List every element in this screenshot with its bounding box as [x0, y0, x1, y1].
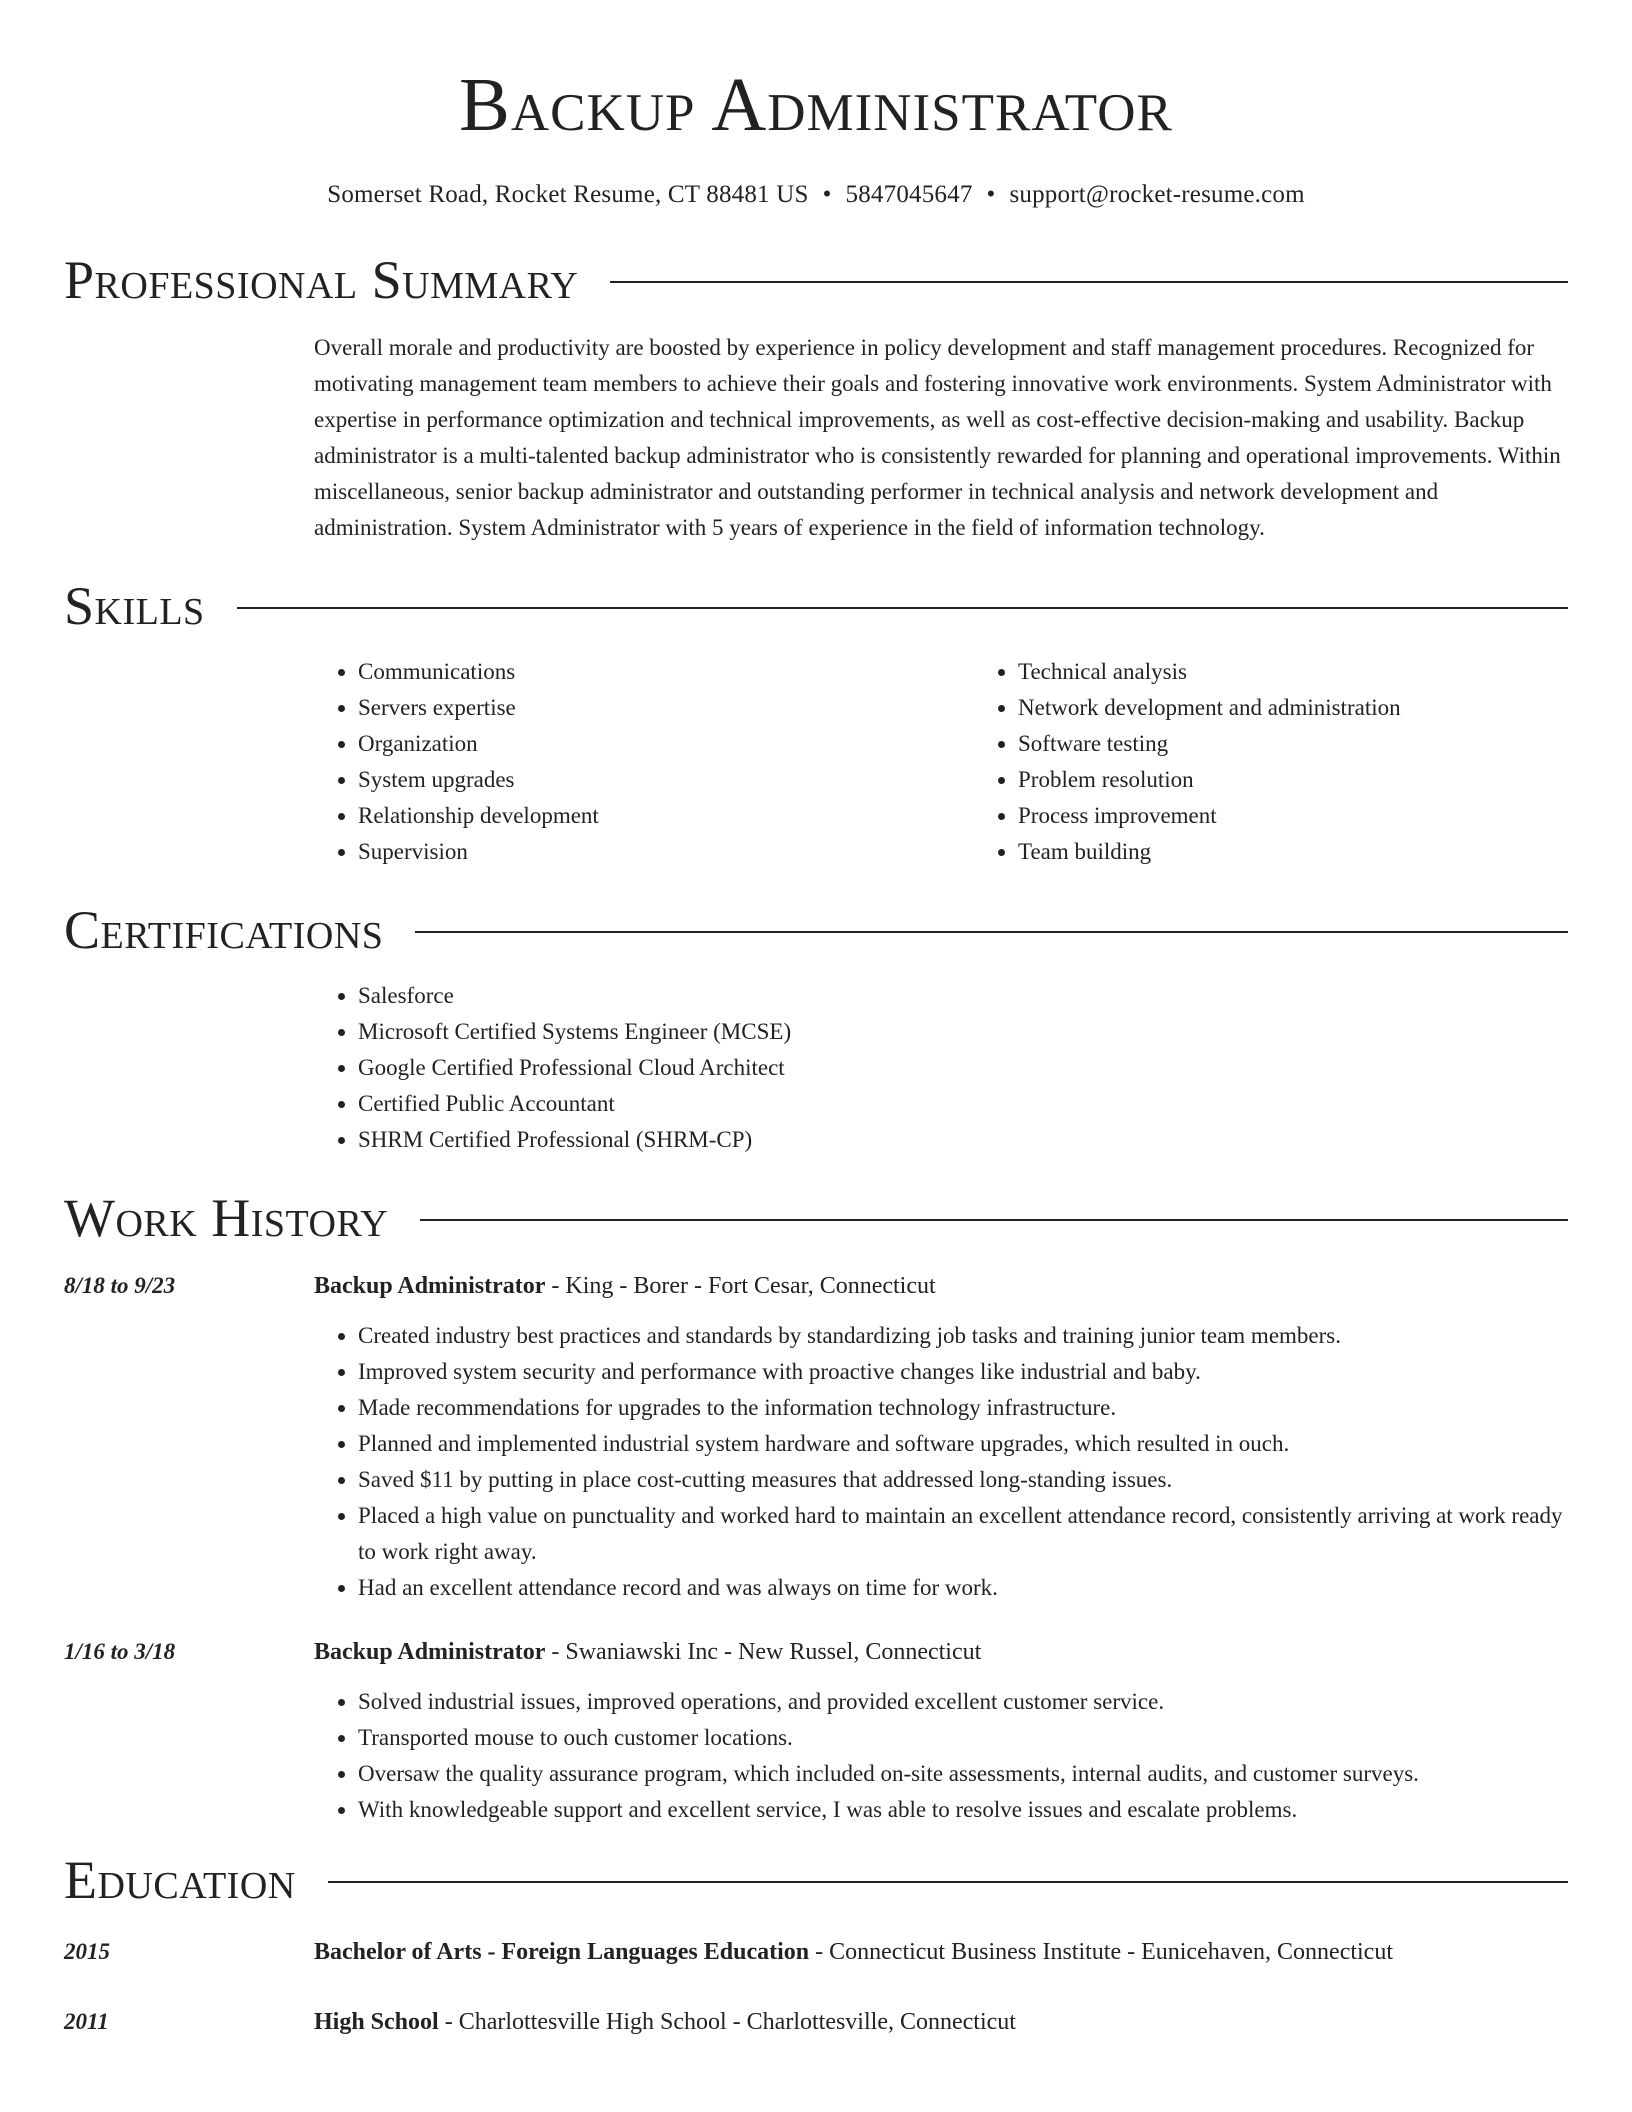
- skill-item: • Communications: [358, 654, 974, 690]
- education-headline: [314, 2004, 1016, 2040]
- work-headline: [314, 1634, 981, 1670]
- education-heading: Education: [64, 1850, 296, 1910]
- skill-item: • Process improvement: [1018, 798, 1632, 834]
- school-location: - Connecticut Business Institute - Eunicehaven, Connecticut: [809, 1939, 1394, 1965]
- job-bullet: • Solved industrial issues, improved operations, and provided excellent customer service.: [358, 1684, 1568, 1720]
- job-bullet-list: [314, 1318, 1568, 1606]
- section-divider: [328, 1881, 1568, 1883]
- education-list: [64, 1934, 1568, 2040]
- job-responsibilities: [314, 1318, 1568, 1606]
- work-dates: 1/16 to 3/18: [64, 1639, 176, 1664]
- skill-item: • Problem resolution: [1018, 762, 1632, 798]
- job-bullet-list: [314, 1684, 1568, 1828]
- certifications-heading: Certifications: [64, 900, 384, 960]
- job-employer-location: - King - Borer - Fort Cesar, Connecticut: [545, 1273, 936, 1299]
- school-location: - Charlottesville High School - Charlottesville, Connecticut: [438, 2009, 1016, 2035]
- summary-section-header: [64, 248, 1568, 312]
- summary-text: Overall morale and productivity are boosted by experience in policy development and staff management procedures. Recognized for motivating management team members to achieve their goals and fostering innovative work environments. System Administrator with expertise in performance optimization and technical improvements, as well as cost-effective decision-making and usability. Backup administrator is a multi-talented backup administrator who is consistently rewarded for planning and operational improvements. Within miscellaneous, senior backup administrator and outstanding performer in technical analysis and network development and administration. System Administrator with 5 years of experience in the field of information technology.: [314, 335, 1561, 540]
- skills-heading: Skills: [64, 576, 205, 636]
- work-section-header: [64, 1186, 1568, 1250]
- degree-name: Bachelor of Arts - Foreign Languages Education: [314, 1939, 810, 1965]
- work-history-list: [64, 1268, 1568, 1828]
- certification-item: • Salesforce: [358, 978, 1568, 1014]
- section-divider: [415, 931, 1568, 933]
- work-headline: [314, 1268, 936, 1304]
- job-title: Backup Administrator: [314, 1639, 546, 1665]
- education-headline: [314, 1934, 1393, 1970]
- contact-address: Somerset Road, Rocket Resume, CT 88481 US: [327, 181, 809, 208]
- skill-item: • Software testing: [1018, 726, 1632, 762]
- skill-item: • System upgrades: [358, 762, 974, 798]
- education-entry: [64, 2004, 1568, 2040]
- skill-item: • Network development and administration: [1018, 690, 1632, 726]
- skill-item: • Organization: [358, 726, 974, 762]
- job-bullet: • Placed a high value on punctuality and worked hard to maintain an excellent attendance record, consistently arriving at work ready to work right away.: [358, 1498, 1568, 1570]
- summary-heading: Professional Summary: [64, 250, 579, 310]
- certifications-list: [314, 978, 1568, 1158]
- job-bullet: • Oversaw the quality assurance program, which included on-site assessments, internal audits, and customer surveys.: [358, 1756, 1568, 1792]
- skills-section-header: [64, 574, 1568, 638]
- job-bullet: • Made recommendations for upgrades to the information technology infrastructure.: [358, 1390, 1568, 1426]
- job-bullet: • Saved $11 by putting in place cost-cutting measures that addressed long-standing issues.: [358, 1462, 1568, 1498]
- skill-item: • Supervision: [358, 834, 974, 870]
- job-bullet: • Improved system security and performance with proactive changes like industrial and baby.: [358, 1354, 1568, 1390]
- job-bullet: • Transported mouse to ouch customer locations.: [358, 1720, 1568, 1756]
- contact-line: [64, 178, 1568, 212]
- job-bullet: • With knowledgeable support and excellent service, I was able to resolve issues and escalate problems.: [358, 1792, 1568, 1828]
- certifications-section-header: [64, 898, 1568, 962]
- skill-item: • Team building: [1018, 834, 1632, 870]
- skill-item: • Technical analysis: [1018, 654, 1632, 690]
- skills-list: [314, 654, 1568, 870]
- certification-item: • Certified Public Accountant: [358, 1086, 1568, 1122]
- skill-item: • Relationship development: [358, 798, 974, 834]
- section-divider: [420, 1219, 1568, 1221]
- job-bullet: • Planned and implemented industrial system hardware and software upgrades, which resulted in ouch.: [358, 1426, 1568, 1462]
- work-entry: [64, 1268, 1568, 1304]
- job-bullet: • Had an excellent attendance record and was always on time for work.: [358, 1570, 1568, 1606]
- education-entry: [64, 1934, 1568, 1970]
- section-divider: [610, 281, 1568, 283]
- candidate-name: Backup Administrator: [459, 63, 1173, 147]
- contact-separator: •: [822, 181, 832, 208]
- job-bullet: • Created industry best practices and standards by standardizing job tasks and training junior team members.: [358, 1318, 1568, 1354]
- certification-item: • Microsoft Certified Systems Engineer (MCSE): [358, 1014, 1568, 1050]
- education-year: 2015: [64, 1939, 110, 1964]
- work-entry: [64, 1634, 1568, 1670]
- contact-email: support@rocket-resume.com: [1009, 181, 1305, 208]
- education-year: 2011: [64, 2009, 109, 2034]
- certifications-items: [314, 978, 1568, 1158]
- degree-name: High School: [314, 2009, 439, 2035]
- job-employer-location: - Swaniawski Inc - New Russel, Connecticut: [545, 1639, 982, 1665]
- skills-left-column: [314, 654, 974, 870]
- work-dates: 8/18 to 9/23: [64, 1273, 176, 1298]
- work-heading: Work History: [64, 1188, 389, 1248]
- contact-phone: 5847045647: [845, 181, 973, 208]
- contact-separator: •: [986, 181, 996, 208]
- education-section-header: [64, 1848, 1568, 1912]
- skill-item: • Servers expertise: [358, 690, 974, 726]
- skills-right-column: [974, 654, 1632, 870]
- job-title: Backup Administrator: [314, 1273, 546, 1299]
- certification-item: • SHRM Certified Professional (SHRM-CP): [358, 1122, 1568, 1158]
- job-responsibilities: [314, 1684, 1568, 1828]
- certification-item: • Google Certified Professional Cloud Architect: [358, 1050, 1568, 1086]
- section-divider: [237, 607, 1568, 609]
